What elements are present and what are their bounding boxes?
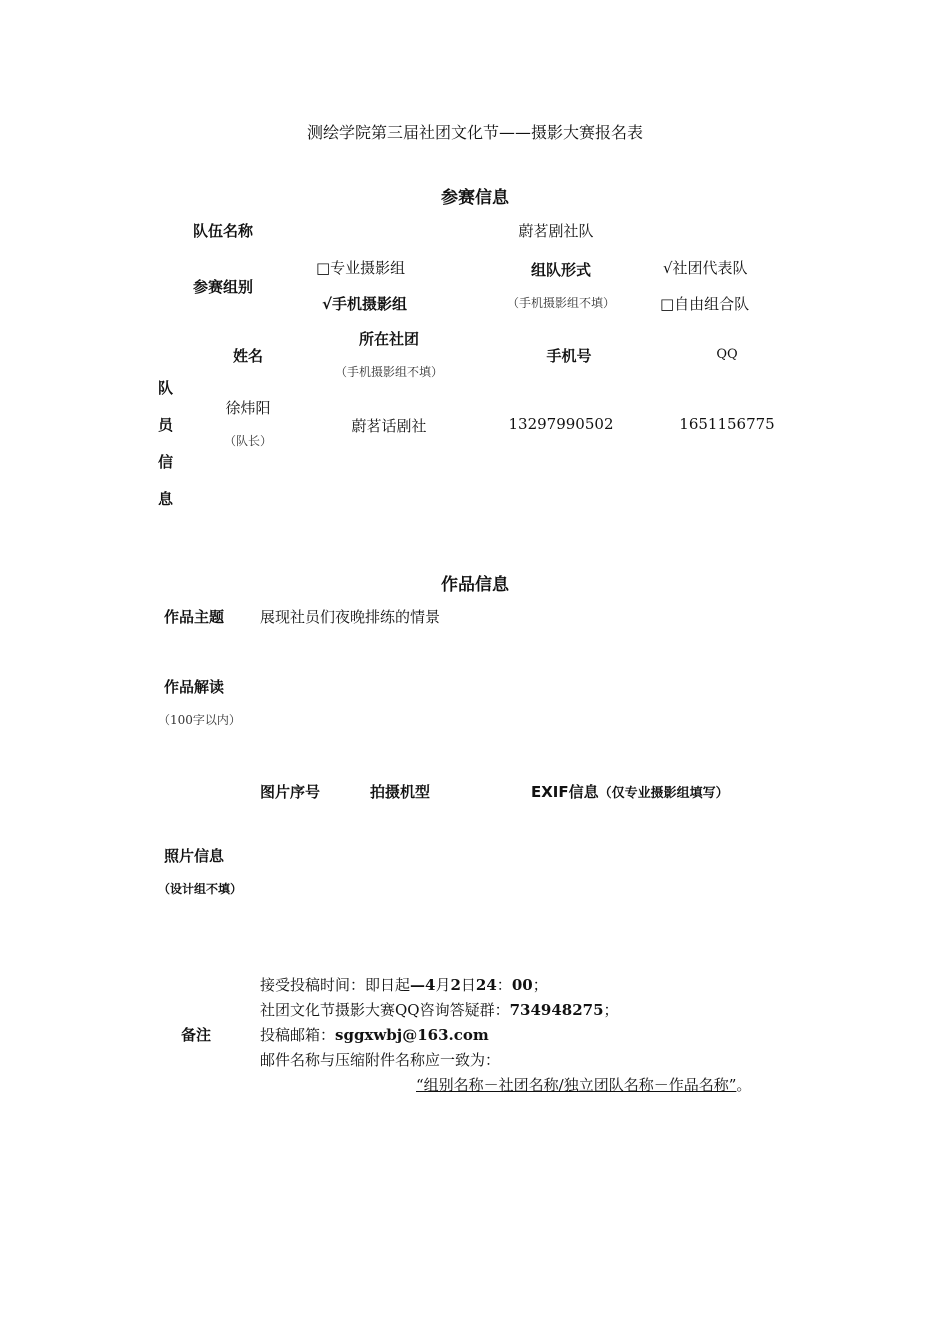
deadline-hour: 24 (475, 976, 497, 994)
remarks-label: 备注 (181, 1026, 212, 1044)
theme-label: 作品主题 (164, 608, 225, 626)
col-exif-note: （仅专业摄影组填写） (598, 786, 729, 801)
team-form-note: （手机摄影组不填） (506, 296, 616, 310)
interpretation-label: 作品解读 (164, 678, 225, 696)
remarks-line-qq-group (260, 998, 619, 1023)
qq-group-semicolon: ； (603, 1001, 619, 1019)
interpretation-note: （100字以内） (158, 713, 241, 727)
photo-info-label: 照片信息 (164, 847, 225, 865)
member-phone: 13297990502 (508, 415, 614, 433)
col-photo-number-header: 图片序号 (260, 783, 321, 801)
member-club: 蔚茗话剧社 (351, 417, 427, 435)
form-option-club: √社团代表队 (663, 259, 748, 277)
team-form-label: 组队形式 (530, 261, 592, 279)
naming-format-quote: “组别名称－社团名称/独立团队名称－作品名称” (416, 1076, 737, 1094)
section-title-entry-info: 参赛信息 (441, 188, 509, 208)
qq-group-text: 社团文化节摄影大赛QQ咨询答疑群： (260, 1001, 510, 1019)
members-label-char-1: 队 (158, 379, 174, 397)
form-option-free: □自由组合队 (660, 295, 750, 313)
member-qq: 1651156775 (679, 415, 775, 433)
members-label-char-4: 息 (158, 490, 174, 508)
col-camera-header: 拍摄机型 (370, 783, 431, 801)
group-label: 参赛组别 (193, 278, 254, 296)
deadline-dash: —4 (410, 976, 436, 994)
email-address[interactable]: sggxwbj@163.com (335, 1026, 489, 1044)
col-club-note: （手机摄影组不填） (334, 365, 444, 379)
team-name-value: 蔚茗剧社队 (518, 222, 594, 240)
deadline-text: 接受投稿时间：即日起 (260, 976, 411, 994)
email-text: 投稿邮箱： (260, 1026, 336, 1044)
remarks-line-email (260, 1023, 489, 1048)
col-exif-header (531, 781, 729, 802)
photo-info-note: （设计组不填） (158, 882, 243, 896)
team-name-label: 队伍名称 (193, 222, 254, 240)
col-exif-main: EXIF信息 (531, 783, 599, 801)
deadline-colon: ： (496, 976, 512, 994)
member-name: 徐炜阳 (225, 399, 271, 417)
theme-value: 展现社员们夜晚排练的情景 (260, 608, 441, 626)
member-role: （队长） (223, 434, 273, 448)
deadline-semicolon: ； (532, 976, 548, 994)
members-label-char-3: 信 (158, 453, 174, 471)
document-title: 测绘学院第三届社团文化节——摄影大赛报名表 (306, 123, 644, 142)
group-option-pro: □专业摄影组 (316, 259, 406, 277)
deadline-day-unit: 日 (460, 976, 476, 994)
col-phone-header: 手机号 (546, 347, 592, 365)
section-title-work-info: 作品信息 (441, 575, 509, 595)
remarks-line-naming: 邮件名称与压缩附件名称应一致为： (260, 1051, 501, 1069)
qq-group-number: 734948275 (509, 1001, 604, 1019)
naming-format-period: 。 (736, 1076, 752, 1094)
members-label-char-2: 员 (158, 416, 174, 434)
group-option-phone: √手机摄影组 (322, 295, 408, 313)
col-club-header: 所在社团 (358, 330, 420, 348)
col-name-header: 姓名 (232, 347, 264, 365)
deadline-day: 2 (450, 976, 461, 994)
remarks-line-naming-format (416, 1073, 751, 1098)
deadline-minute: 00 (511, 976, 533, 994)
deadline-month-unit: 月 (435, 976, 451, 994)
remarks-line-deadline (260, 973, 548, 998)
col-qq-header: QQ (716, 347, 738, 362)
